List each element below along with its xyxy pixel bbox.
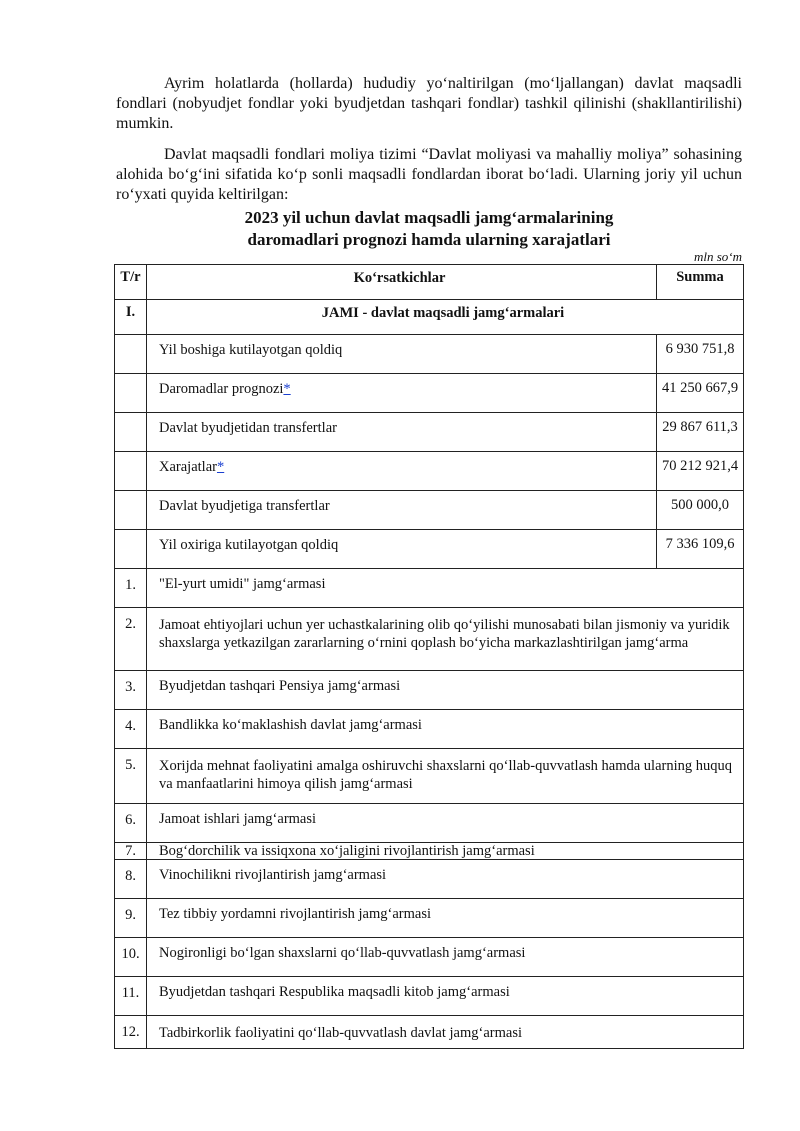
fund-num: 9. [115, 899, 147, 938]
fund-row [115, 860, 744, 899]
jami-name: JAMI - davlat maqsadli jamg‘armalari [147, 300, 744, 335]
header-name: Ko‘rsatkichlar [147, 265, 657, 300]
fund-name: Jamoat ishlari jamg‘armasi [147, 804, 744, 843]
fund-num: 10. [115, 938, 147, 977]
fund-name: Byudjetdan tashqari Pensiya jamg‘armasi [147, 671, 744, 710]
fund-row [115, 804, 744, 843]
fund-num: 12. [115, 1016, 147, 1049]
fund-num: 6. [115, 804, 147, 843]
fund-name: Nogironligi bo‘lgan shaxslarni qo‘llab-quvvatlash jamg‘armasi [147, 938, 744, 977]
fund-name: Vinochilikni rivojlantirish jamg‘armasi [147, 860, 744, 899]
summary-sum: 41 250 667,9 [657, 374, 744, 413]
summary-row [115, 452, 744, 491]
unit-label: mln so‘m [693, 249, 742, 264]
summary-row [115, 335, 744, 374]
summary-sum: 70 212 921,4 [657, 452, 744, 491]
summary-label: Daromadlar prognozi [159, 381, 284, 397]
fund-name: Xorijda mehnat faoliyatini amalga oshiruvchi shaxslarni qo‘llab-quvvatlash hamda ularning huquq va manfaatlarini himoya qilish jamg‘armasi [147, 749, 744, 804]
summary-label: Davlat byudjetiga transfertlar [159, 498, 330, 514]
summary-sum: 6 930 751,8 [657, 335, 744, 374]
header-sum: Summa [657, 265, 744, 300]
summary-row [115, 530, 744, 569]
fund-num: 8. [115, 860, 147, 899]
fund-num: 1. [115, 569, 147, 608]
summary-label: Yil oxiriga kutilayotgan qoldiq [159, 537, 339, 553]
fund-name: Tez tibbiy yordamni rivojlantirish jamg‘armasi [147, 899, 744, 938]
summary-row [115, 413, 744, 452]
summary-name [147, 374, 657, 413]
jami-num: I. [115, 300, 147, 335]
summary-name [147, 335, 657, 374]
fund-num: 7. [115, 843, 147, 860]
fund-row [115, 899, 744, 938]
funds-table [114, 264, 744, 1049]
table-title-line-2: daromadlari prognozi hamda ularning xarajatlari [247, 230, 611, 249]
summary-label: Xarajatlar [159, 459, 217, 475]
table-title-line-1: 2023 yil uchun davlat maqsadli jamg‘armalarining [244, 208, 614, 227]
summary-sum: 7 336 109,6 [657, 530, 744, 569]
summary-row [115, 374, 744, 413]
summary-row [115, 491, 744, 530]
fund-row [115, 710, 744, 749]
fund-row [115, 843, 744, 860]
fund-row [115, 569, 744, 608]
fund-num: 2. [115, 608, 147, 671]
summary-num [115, 413, 147, 452]
fund-name: Bandlikka ko‘maklashish davlat jamg‘armasi [147, 710, 744, 749]
fund-num: 3. [115, 671, 147, 710]
table-header-row [115, 265, 744, 300]
fund-row [115, 938, 744, 977]
body-paragraph: Davlat maqsadli fondlari moliya tizimi “Davlat moliyasi va mahalliy moliya” sohasining alohida bo‘g‘ini sifatida ko‘p sonli maqsadli fondlardan iborat bo‘ladi. Ularning joriy yil uchun ro‘yxati quyida keltirilgan: [116, 146, 742, 203]
fund-num: 5. [115, 749, 147, 804]
summary-num [115, 374, 147, 413]
summary-sum: 500 000,0 [657, 491, 744, 530]
summary-name [147, 452, 657, 491]
summary-label: Yil boshiga kutilayotgan qoldiq [159, 342, 343, 358]
summary-num [115, 452, 147, 491]
summary-num [115, 491, 147, 530]
fund-name: Bog‘dorchilik va issiqxona xo‘jaligini rivojlantirish jamg‘armasi [147, 843, 744, 860]
summary-name [147, 530, 657, 569]
summary-name [147, 491, 657, 530]
fund-name: "El-yurt umidi" jamg‘armasi [147, 569, 744, 608]
footnote-link[interactable]: * [216, 459, 225, 475]
fund-row [115, 1016, 744, 1049]
intro-paragraph: Ayrim holatlarda (hollarda) hududiy yo‘naltirilgan (mo‘ljallangan) davlat maqsadli fondlari (nobyudjet fondlar yoki byudjetdan tashqari fondlar) tashkil qilinishi (shakllantirilishi) mumkin. [116, 75, 742, 132]
header-num: T/r [115, 265, 147, 300]
summary-label: Davlat byudjetidan transfertlar [159, 420, 337, 436]
fund-num: 4. [115, 710, 147, 749]
summary-num [115, 530, 147, 569]
fund-num: 11. [115, 977, 147, 1016]
fund-row [115, 608, 744, 671]
footnote-link[interactable]: * [283, 381, 291, 397]
jami-row [115, 300, 744, 335]
fund-name: Byudjetdan tashqari Respublika maqsadli kitob jamg‘armasi [147, 977, 744, 1016]
fund-name: Jamoat ehtiyojlari uchun yer uchastkalarining olib qo‘yilishi munosabati bilan jismoniy va yuridik shaxslarga yetkazilgan zararlarning o‘rnini qoplash bo‘yicha markazlashtirilgan jamg‘arma [147, 608, 744, 671]
summary-num [115, 335, 147, 374]
fund-row [115, 977, 744, 1016]
fund-row [115, 749, 744, 804]
fund-name: Tadbirkorlik faoliyatini qo‘llab-quvvatlash davlat jamg‘armasi [147, 1016, 744, 1049]
summary-name [147, 413, 657, 452]
fund-row [115, 671, 744, 710]
summary-sum: 29 867 611,3 [657, 413, 744, 452]
